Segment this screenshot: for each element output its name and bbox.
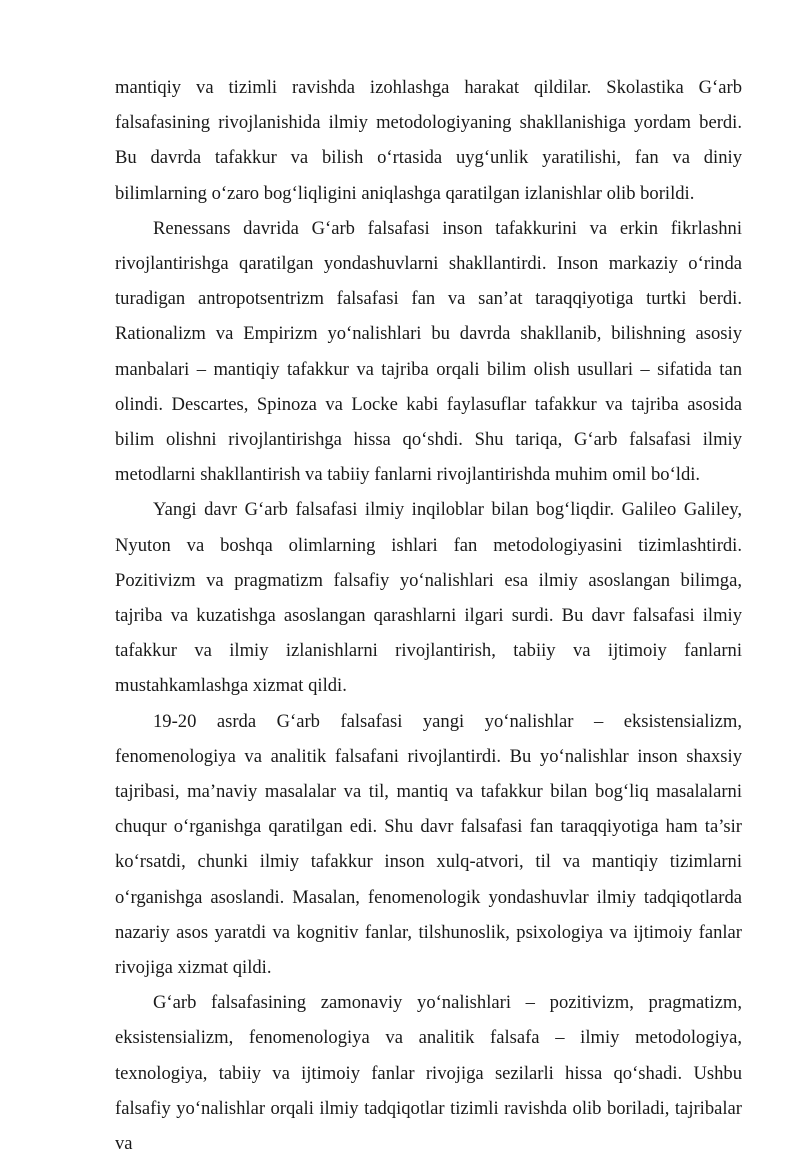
paragraph-renaissance: Renessans davrida G‘arb falsafasi inson tafakkurini va erkin fikrlashni rivojlantirishga qaratilgan yondashuvlarni shakllantirdi. Inson markaziy o‘rinda turadigan antropotsentrizm falsafasi fan va san’at taraqqiyotiga turtki berdi. Rationalizm va Empirizm yo‘nalishlari bu davrda shakllanib, bilishning asosiy manbalari – mantiqiy tafakkur va tajriba orqali bilim olish usullari – sifatida tan olindi. Descartes, Spinoza va Locke kabi faylasuflar tafakkur va tajriba asosida bilim olishni rivojlantirishga hissa qo‘shdi. Shu tariqa, G‘arb falsafasi ilmiy metodlarni shakllantirish va tabiiy fanlarni rivojlantirishda muhim omil bo‘ldi.	[115, 217, 742, 486]
paragraph-19-20-century: 19-20 asrda G‘arb falsafasi yangi yo‘nalishlar – eksistensializm, fenomenologiya va analitik falsafani rivojlantirdi. Bu yo‘nalishlar inson shaxsiy tajribasi, ma’naviy masalalar va til, mantiq va tafakkur bilan bog‘liq masalalarni chuqur o‘rganishga qaratilgan edi. Shu davr falsafasi fan taraqqiyotiga ham ta’sir ko‘rsatdi, chunki ilmiy tafakkur inson xulq-atvori, til va mantiqiy tizimlarni o‘rganishga asoslandi. Masalan, fenomenologik yondashuvlar ilmiy tadqiqotlarda nazariy asos yaratdi va kognitiv fanlar, tilshunoslik, psixologiya va ijtimoiy fanlar rivojiga xizmat qildi.	[115, 710, 742, 979]
paragraph-contemporary: G‘arb falsafasining zamonaviy yo‘nalishlari – pozitivizm, pragmatizm, eksistensializm, fenomenologiya va analitik falsafa – ilmiy metodologiya, texnologiya, tabiiy va ijtimoiy fanlar rivojiga sezilarli hissa qo‘shadi. Ushbu falsafiy yo‘nalishlar orqali ilmiy tadqiqotlar tizimli ravishda olib boriladi, tajribalar va	[115, 992, 742, 1155]
paragraph-modern-era: Yangi davr G‘arb falsafasi ilmiy inqiloblar bilan bog‘liqdir. Galileo Galiley, Nyuton va boshqa olimlarning ishlari fan metodologiyasini tizimlashtirdi. Pozitivizm va pragmatizm falsafiy yo‘nalishlari esa ilmiy asoslangan bilimga, tajriba va kuzatishga asoslangan qarashlarni ilgari surdi. Bu davr falsafasi ilmiy tafakkur va ilmiy izlanishlarni rivojlantirish, tabiiy va ijtimoiy fanlarni mustahkamlashga xizmat qildi.	[115, 499, 742, 697]
paragraph-continuation: mantiqiy va tizimli ravishda izohlashga harakat qildilar. Skolastika G‘arb falsafasining rivojlanishida ilmiy metodologiyaning shakllanishiga yordam berdi. Bu davrda tafakkur va bilish o‘rtasida uyg‘unlik yaratilishi, fan va diniy bilimlarning o‘zaro bog‘liqligini aniqlashga qaratilgan izlanishlar olib borildi.	[115, 77, 742, 204]
document-page	[115, 70, 742, 1161]
